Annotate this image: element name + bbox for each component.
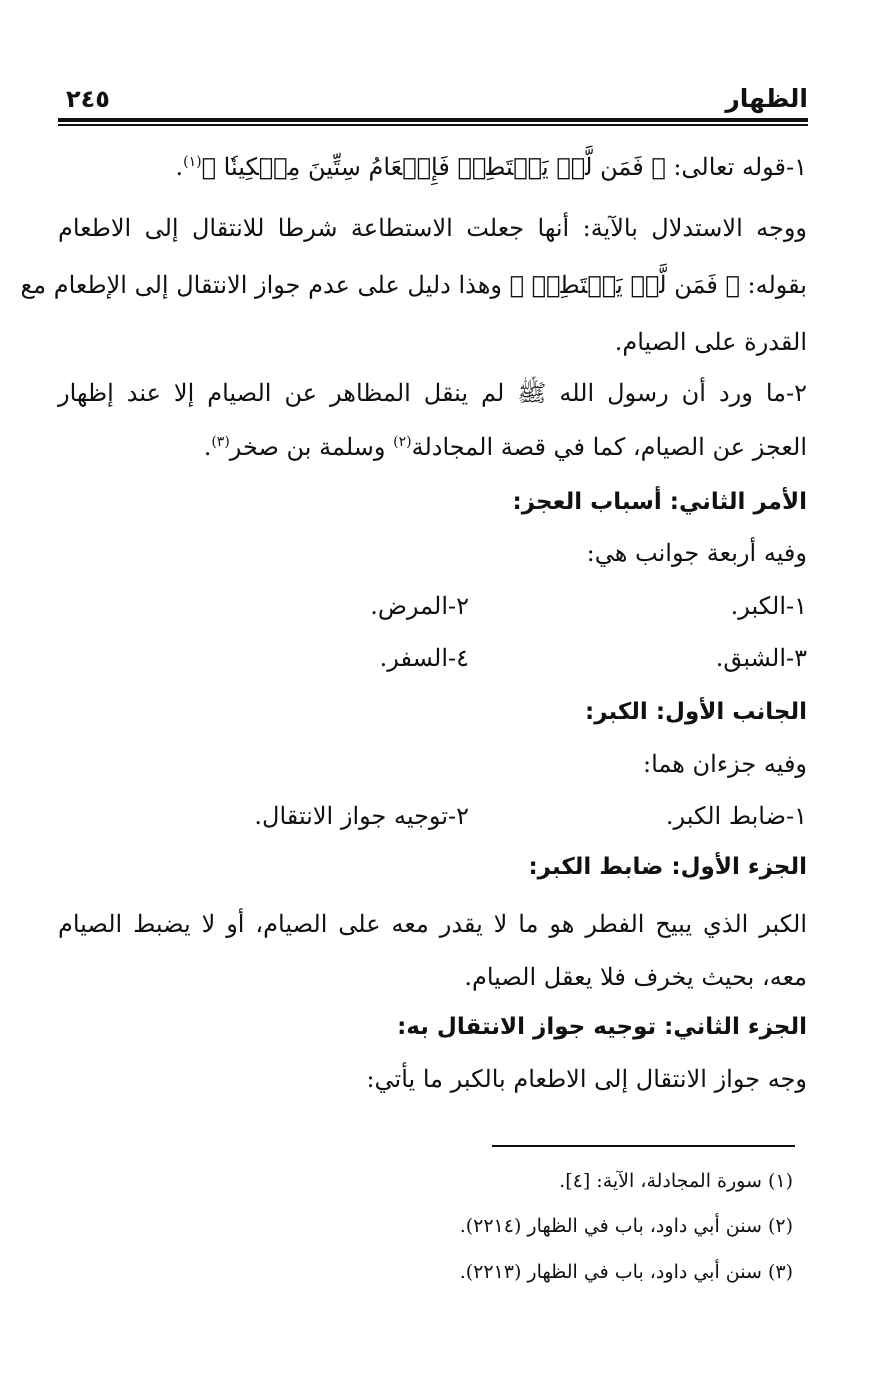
page-header [58, 84, 808, 114]
section-heading: الأمر الثاني: أسباب العجز: [512, 489, 807, 515]
paragraph-line: معه، بحيث يخرف فلا يعقل الصيام. [464, 963, 807, 991]
footnote-ref-3[interactable]: (٣) [211, 434, 230, 450]
page-number: ٢٤٥ [66, 85, 110, 113]
text-segment: العجز عن الصيام، كما في قصة المجادلة [411, 433, 807, 461]
evidence-1-line [176, 145, 807, 189]
paragraph-line: وجه جواز الانتقال إلى الاطعام بالكبر ما يأتي: [366, 1065, 807, 1093]
paragraph-line: ووجه الاستدلال بالآية: أنها جعلت الاستطاعة شرطا للانتقال إلى الاطعام [58, 214, 807, 242]
header-rule-thin [58, 124, 808, 126]
evidence-2-line: ٢-ما ورد أن رسول الله ﷺ لم ينقل المظاهر عن الصيام إلا عند إظهار [58, 379, 807, 407]
section-heading: الجانب الأول: الكبر: [585, 699, 807, 725]
list-item: ٢-توجيه جواز الانتقال. [254, 802, 469, 830]
section-heading: الجزء الأول: ضابط الكبر: [528, 854, 807, 880]
paragraph-line: الكبر الذي يبيح الفطر هو ما لا يقدر معه على الصيام، أو لا يضبط الصيام [58, 910, 807, 938]
paragraph-line: القدرة على الصيام. [614, 328, 807, 356]
list-item: ٢-المرض. [370, 592, 469, 620]
paragraph-line [204, 425, 807, 469]
footnote-1: (١) سورة المجادلة، الآية: [٤]. [559, 1170, 793, 1192]
list-item: ٤-السفر. [379, 644, 469, 672]
text-segment: وسلمة بن صخر [229, 433, 394, 461]
paragraph-line: بقوله: ﴿ فَمَن لَّمۡ يَسۡتَطِعۡ ﴾ وهذا دليل على عدم جواز الانتقال إلى الإطعام مع [20, 271, 807, 299]
footnote-ref-1[interactable]: (١) [183, 154, 202, 170]
footnote-separator [492, 1145, 795, 1147]
list-item: ١-ضابط الكبر. [665, 802, 807, 830]
paragraph-line: وفيه جزءان هما: [642, 750, 807, 778]
period: . [203, 433, 212, 461]
section-heading: الجزء الثاني: توجيه جواز الانتقال به: [397, 1014, 807, 1040]
footnote-3: (٣) سنن أبي داود، باب في الظهار (٢٢١٣). [459, 1261, 793, 1283]
period: . [175, 153, 184, 181]
list-item: ٣-الشبق. [715, 644, 807, 672]
paragraph-line: وفيه أربعة جوانب هي: [586, 539, 807, 567]
footnote-ref-2[interactable]: (٢) [393, 434, 412, 450]
list-item: ١-الكبر. [730, 592, 807, 620]
quran-verse: ١-قوله تعالى: ﴿ فَمَن لَّمۡ يَسۡتَطِعۡ فَإِطۡعَامُ سِتِّينَ مِسۡكِينٗا ﴾ [201, 153, 807, 181]
footnote-2: (٢) سنن أبي داود، باب في الظهار (٢٢١٤). [459, 1215, 793, 1237]
chapter-title: الظهار [725, 84, 808, 113]
header-rule-thick [58, 118, 808, 122]
